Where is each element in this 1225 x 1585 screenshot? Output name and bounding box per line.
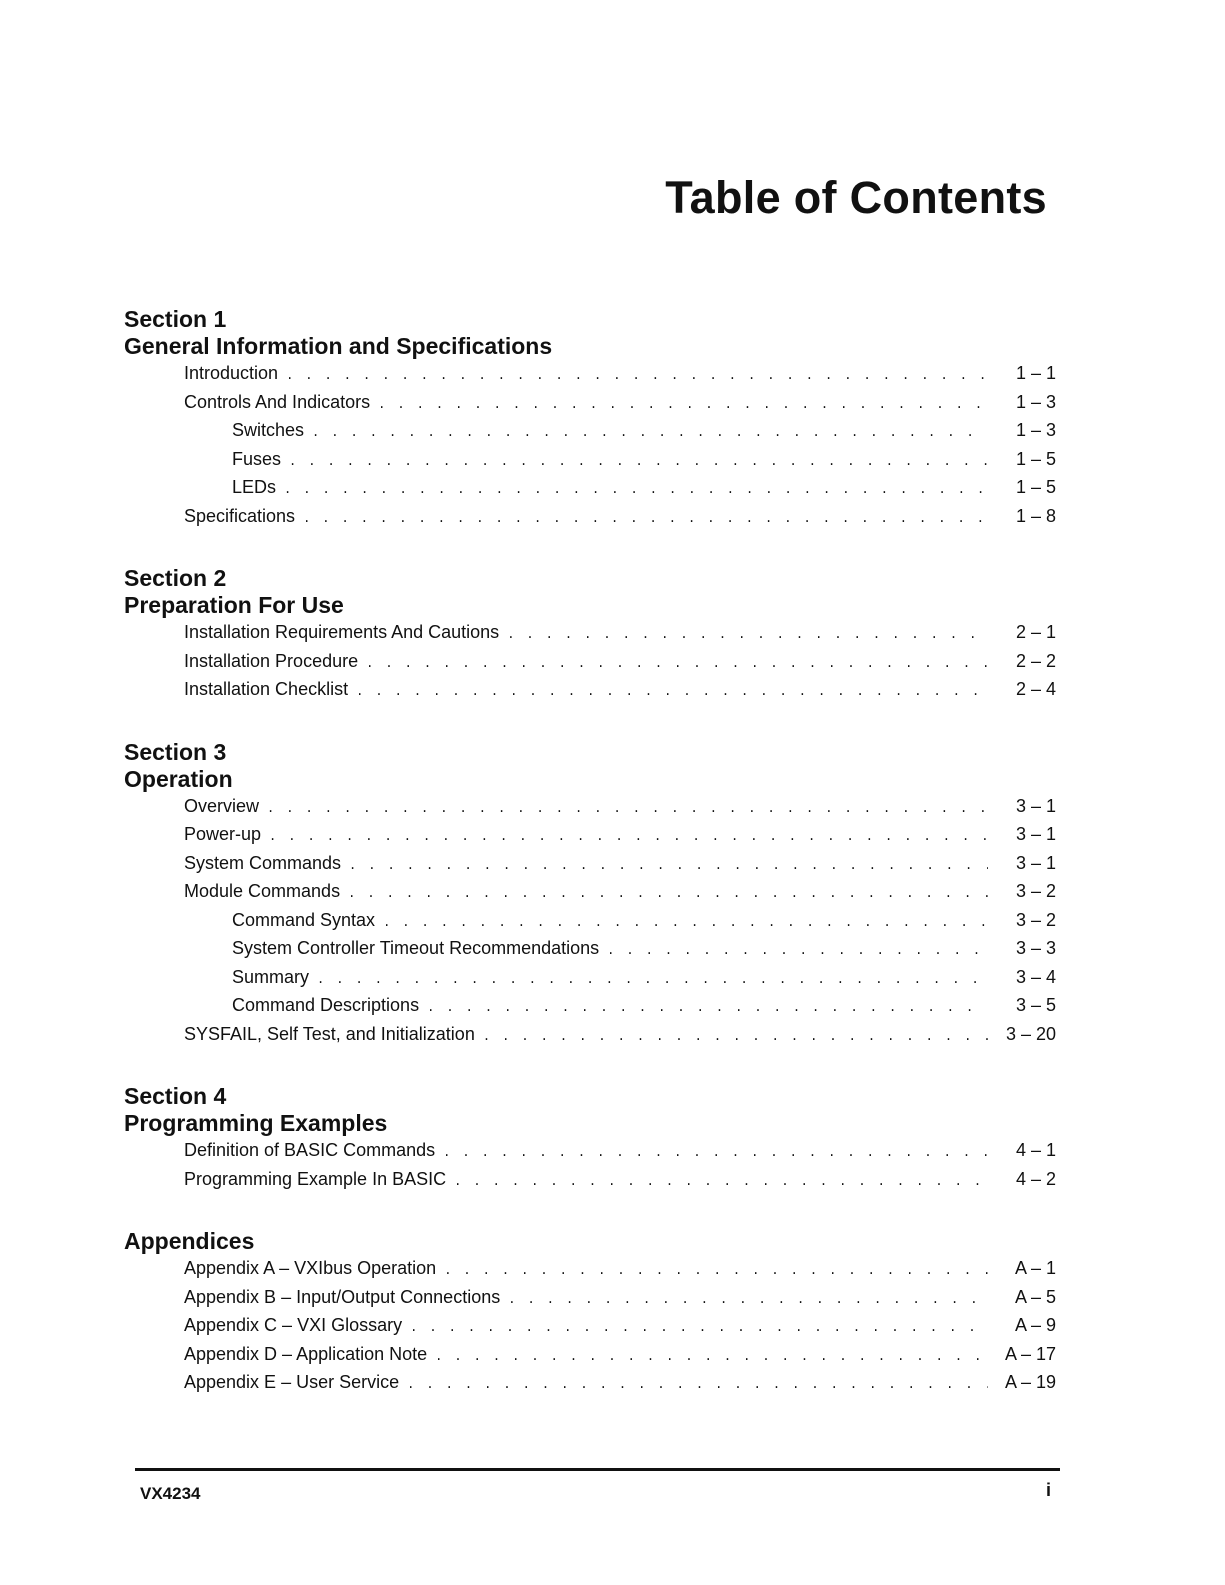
dot-leader — [269, 823, 988, 850]
dot-leader — [289, 448, 988, 475]
toc-entry-page: 3 – 4 — [1015, 966, 1056, 987]
toc-entry-page: 1 – 5 — [1015, 477, 1056, 497]
dot-leader — [443, 1139, 988, 1166]
toc-entry-label: SYSFAIL, Self Test, and Initialization — [184, 1023, 475, 1044]
dot-leader — [507, 621, 988, 648]
toc-section — [124, 1228, 1056, 1398]
toc-entry-label: Appendix E – User Service — [184, 1372, 400, 1392]
toc-entry-page: 4 – 1 — [1015, 1140, 1056, 1160]
toc-entry[interactable] — [124, 907, 1056, 936]
dot-leader — [284, 476, 988, 503]
toc-entry-label: Power-up — [184, 824, 262, 844]
toc-entry[interactable] — [124, 992, 1056, 1021]
toc-entry[interactable] — [124, 676, 1056, 705]
toc-entry-page: 3 – 20 — [1005, 1023, 1056, 1044]
toc-entry-page: 3 – 2 — [1015, 909, 1056, 930]
toc-entry-label: Specifications — [184, 505, 296, 526]
dot-leader — [410, 1314, 988, 1341]
toc-entry[interactable] — [124, 850, 1056, 879]
toc-entry[interactable] — [124, 1284, 1056, 1313]
toc-entry-page: 3 – 1 — [1015, 795, 1056, 816]
section-label: Section 3 — [124, 738, 227, 765]
dot-leader — [383, 909, 988, 936]
toc-entry-label: Installation Requirements And Cautions — [184, 622, 500, 642]
dot-leader — [407, 1371, 988, 1398]
toc-entry[interactable] — [124, 935, 1056, 964]
toc-entry[interactable] — [124, 648, 1056, 677]
toc-entry-page: 1 – 8 — [1015, 505, 1056, 526]
dot-leader — [483, 1023, 988, 1050]
toc-section — [124, 739, 1056, 1050]
toc-entry-label: LEDs — [232, 477, 277, 497]
dot-leader — [366, 650, 988, 677]
toc-entry-label: Definition of BASIC Commands — [184, 1140, 436, 1160]
toc-entry[interactable] — [124, 446, 1056, 475]
toc-entry-label: Programming Example In BASIC — [184, 1168, 447, 1189]
toc-entry-page: 3 – 2 — [1015, 881, 1056, 901]
toc-entry[interactable] — [124, 821, 1056, 850]
toc-entry[interactable] — [124, 389, 1056, 418]
toc-entry-page: 1 – 3 — [1015, 391, 1056, 412]
dot-leader — [378, 391, 988, 418]
toc-entry[interactable] — [124, 878, 1056, 907]
toc-section — [124, 1083, 1056, 1194]
toc-entry-page: A – 9 — [1014, 1315, 1056, 1335]
toc-entry[interactable] — [124, 793, 1056, 822]
toc-entry-page: 1 – 1 — [1015, 363, 1056, 383]
toc-entry-label: Appendix A – VXIbus Operation — [184, 1258, 437, 1278]
toc-entry[interactable] — [124, 417, 1056, 446]
toc-entry[interactable] — [124, 619, 1056, 648]
section-label: Section 4 — [124, 1083, 227, 1109]
toc-entry[interactable] — [124, 1369, 1056, 1398]
toc-entry-label: System Commands — [184, 852, 342, 873]
toc-entry-label: Fuses — [232, 448, 282, 469]
toc-entry[interactable] — [124, 503, 1056, 532]
toc-entry-label: Command Syntax — [232, 909, 376, 930]
dot-leader — [427, 994, 988, 1021]
toc-entry-page: A – 17 — [1004, 1343, 1056, 1364]
toc-entry[interactable] — [124, 1021, 1056, 1050]
toc-entry[interactable] — [124, 474, 1056, 503]
footer-divider — [135, 1468, 1060, 1471]
toc-entry-page: A – 1 — [1014, 1258, 1056, 1278]
toc-entry-page: A – 19 — [1004, 1372, 1056, 1392]
toc-entry[interactable] — [124, 1341, 1056, 1370]
toc-entry-page: 2 – 4 — [1015, 679, 1056, 699]
dot-leader — [444, 1257, 988, 1284]
toc-entry[interactable] — [124, 964, 1056, 993]
toc-entry-label: Command Descriptions — [232, 995, 420, 1015]
dot-leader — [356, 678, 988, 705]
toc-section — [124, 565, 1056, 705]
section-title: Operation — [124, 765, 233, 792]
section-label: Section 2 — [124, 565, 227, 591]
toc-entry-label: Overview — [184, 795, 260, 816]
section-label: Section 1 — [124, 306, 227, 332]
toc-entry-page: A – 5 — [1014, 1286, 1056, 1307]
toc-entry-label: Appendix B – Input/Output Connections — [184, 1286, 501, 1307]
toc-entry[interactable] — [124, 360, 1056, 389]
toc-entry-page: 1 – 5 — [1015, 448, 1056, 469]
dot-leader — [435, 1343, 988, 1370]
toc-entry-label: Summary — [232, 966, 310, 987]
dot-leader — [317, 966, 988, 993]
toc-entry-page: 4 – 2 — [1015, 1168, 1056, 1189]
dot-leader — [508, 1286, 988, 1313]
toc-entry-label: Appendix C – VXI Glossary — [184, 1315, 403, 1335]
toc-section — [124, 306, 1056, 531]
section-title: Preparation For Use — [124, 592, 344, 618]
dot-leader — [286, 362, 988, 389]
toc-entry[interactable] — [124, 1312, 1056, 1341]
dot-leader — [349, 852, 988, 879]
dot-leader — [303, 505, 988, 532]
toc-entry-label: Switches — [232, 420, 305, 440]
dot-leader — [267, 795, 988, 822]
toc-entry-label: Module Commands — [184, 881, 341, 901]
toc-entry[interactable] — [124, 1255, 1056, 1284]
section-title: Programming Examples — [124, 1110, 388, 1136]
dot-leader — [454, 1168, 988, 1195]
section-title: General Information and Specifications — [124, 333, 553, 359]
toc-entry-page: 3 – 1 — [1015, 852, 1056, 873]
toc-entry-label: Controls And Indicators — [184, 391, 371, 412]
toc-entry[interactable] — [124, 1137, 1056, 1166]
toc-entry[interactable] — [124, 1166, 1056, 1195]
toc-entry-page: 3 – 5 — [1015, 995, 1056, 1015]
page-title: Table of Contents — [665, 172, 1047, 223]
footer-product-name: VX4234 — [140, 1484, 201, 1503]
toc-entry-label: Appendix D – Application Note — [184, 1343, 428, 1364]
toc-entry-label: Installation Checklist — [184, 679, 349, 699]
footer-page-number: i — [1046, 1480, 1052, 1500]
toc-entry-label: Introduction — [184, 363, 279, 383]
toc-entry-label: System Controller Timeout Recommendations — [232, 938, 600, 958]
table-of-contents — [124, 306, 1056, 1432]
toc-entry-page: 2 – 1 — [1015, 622, 1056, 642]
section-title: Appendices — [124, 1228, 255, 1254]
toc-entry-page: 1 – 3 — [1015, 420, 1056, 440]
dot-leader — [607, 937, 988, 964]
toc-entry-label: Installation Procedure — [184, 650, 359, 671]
toc-entry-page: 2 – 2 — [1015, 650, 1056, 671]
dot-leader — [312, 419, 988, 446]
dot-leader — [348, 880, 988, 907]
toc-entry-page: 3 – 1 — [1015, 824, 1056, 844]
toc-entry-page: 3 – 3 — [1015, 938, 1056, 958]
